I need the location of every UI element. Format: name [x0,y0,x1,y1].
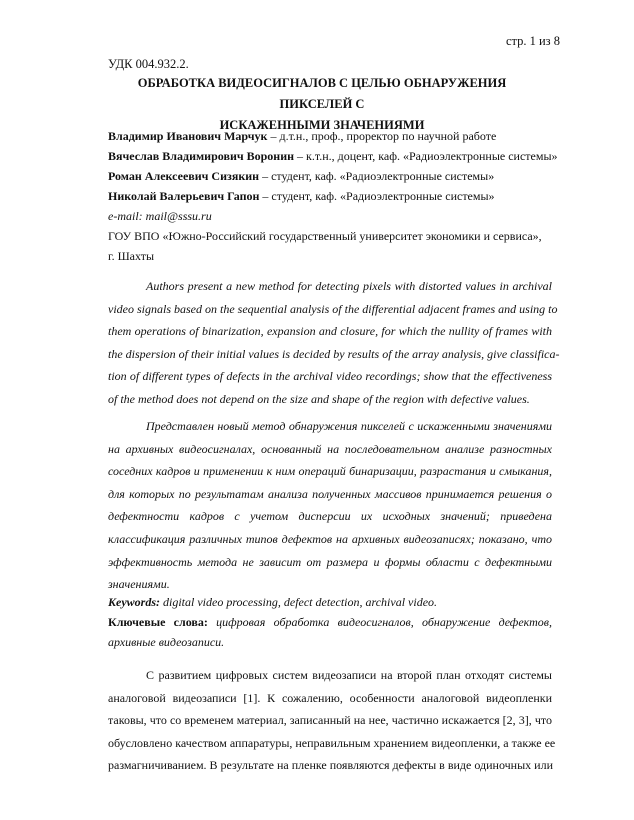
abstract-line: tion of different types of defects in the archival video recordings; show that the effectiveness [108,369,552,384]
abstract-line: Представлен новый метод обнаружения пикселей с искаженными значениями [146,419,552,433]
abstract-line: Authors present a new method for detecting pixels with distorted values in archival [146,279,552,293]
keywords-text: цифровая обработка видеосигналов, обнаружение дефектов, [207,615,552,629]
abstract-english [108,275,560,411]
author-line [108,126,578,146]
abstract-line: дефектности кадров с учетом дисперсии их исходных значений; приведена [108,509,552,524]
udk-code: УДК 004.932.2. [108,57,189,71]
abstract-line: of the method does not depend on the size and shape of the region with defective values. [108,391,530,406]
title-line: ИСКАЖЕННЫМИ ЗНАЧЕНИЯМИ [219,118,425,132]
keywords-label: Ключевые слова: [108,615,208,629]
body-paragraph [108,664,556,777]
keywords-ru [108,612,552,632]
author-name: Вячеслав Владимирович Воронин [108,149,295,163]
author-line [108,166,578,186]
abstract-line: video signals based on the sequential analysis of the differential adjacent frames and using to [108,301,558,316]
author-info: – к.т.н., доцент, каф. «Радиоэлектронные системы» [294,149,558,163]
affiliation-line: ГОУ ВПО «Южно-Российский государственный университет экономики и сервиса», [108,229,542,243]
author-block [108,126,578,266]
abstract-russian [108,415,552,596]
keywords-ru-cont [108,632,552,652]
body-line: обусловлено качеством аппаратуры, неправильным хранением видеопленки, а также ее [108,735,556,750]
page-number: стр. 1 из 8 [505,34,560,48]
email: e-mail: mail@sssu.ru [108,209,212,223]
body-line: размагничиванием. В результате на пленке появляются дефекты в виде одиночных или [108,758,553,772]
author-name: Владимир Иванович Марчук [108,129,268,143]
abstract-line: для которых по результатам анализа полученных массивов принимается решения о [108,486,552,501]
affiliation-city: г. Шахты [108,249,155,263]
author-name: Роман Алексеевич Сизякин [108,169,260,183]
author-info: – д.т.н., проф., проректор по научной работе [267,129,497,143]
keywords-text: digital video processing, defect detection, archival video. [160,595,438,609]
abstract-line: them operations of binarization, expansion and closure, for which the nullity of frames with [108,324,552,339]
author-line [108,146,578,166]
body-line: С развитием цифровых систем видеозаписи на второй план отходят системы [146,668,552,682]
author-line [108,186,578,206]
body-line: таковы, что со временем материал, записанный на нее, частично искажается [2, 3], что [108,713,552,727]
author-name: Николай Валерьевич Гапон [108,189,260,203]
body-line: аналоговой видеозаписи [1]. К сожалению, особенности аналоговой видеопленки [108,690,552,705]
keywords-block [108,592,552,652]
abstract-line: the dispersion of their initial values is decided by results of the array analysis, give classifica- [108,346,560,361]
keywords-en [108,592,552,612]
author-info: – студент, каф. «Радиоэлектронные системы» [259,169,495,183]
abstract-line: значениями. [108,577,170,592]
abstract-line: соседних кадров и применении к ним операций бинаризации, разрастания и смыкания, [108,464,552,479]
author-info: – студент, каф. «Радиоэлектронные системы» [259,189,495,203]
abstract-line: эффективность метода не зависит от размера и формы области с дефектными [108,554,552,569]
keywords-label: Keywords: [108,595,160,609]
abstract-line: на архивных видеосигналах, основанный на последовательном анализе разностных [108,441,552,456]
abstract-line: классификация различных типов дефектов на архивных видеозаписях; показано, что [108,531,552,546]
title-line: ОБРАБОТКА ВИДЕОСИГНАЛОВ С ЦЕЛЬЮ ОБНАРУЖЕНИЯ ПИКСЕЛЕЙ С [137,76,507,111]
keywords-text: архивные видеозаписи. [108,635,225,649]
email-line [108,206,578,226]
